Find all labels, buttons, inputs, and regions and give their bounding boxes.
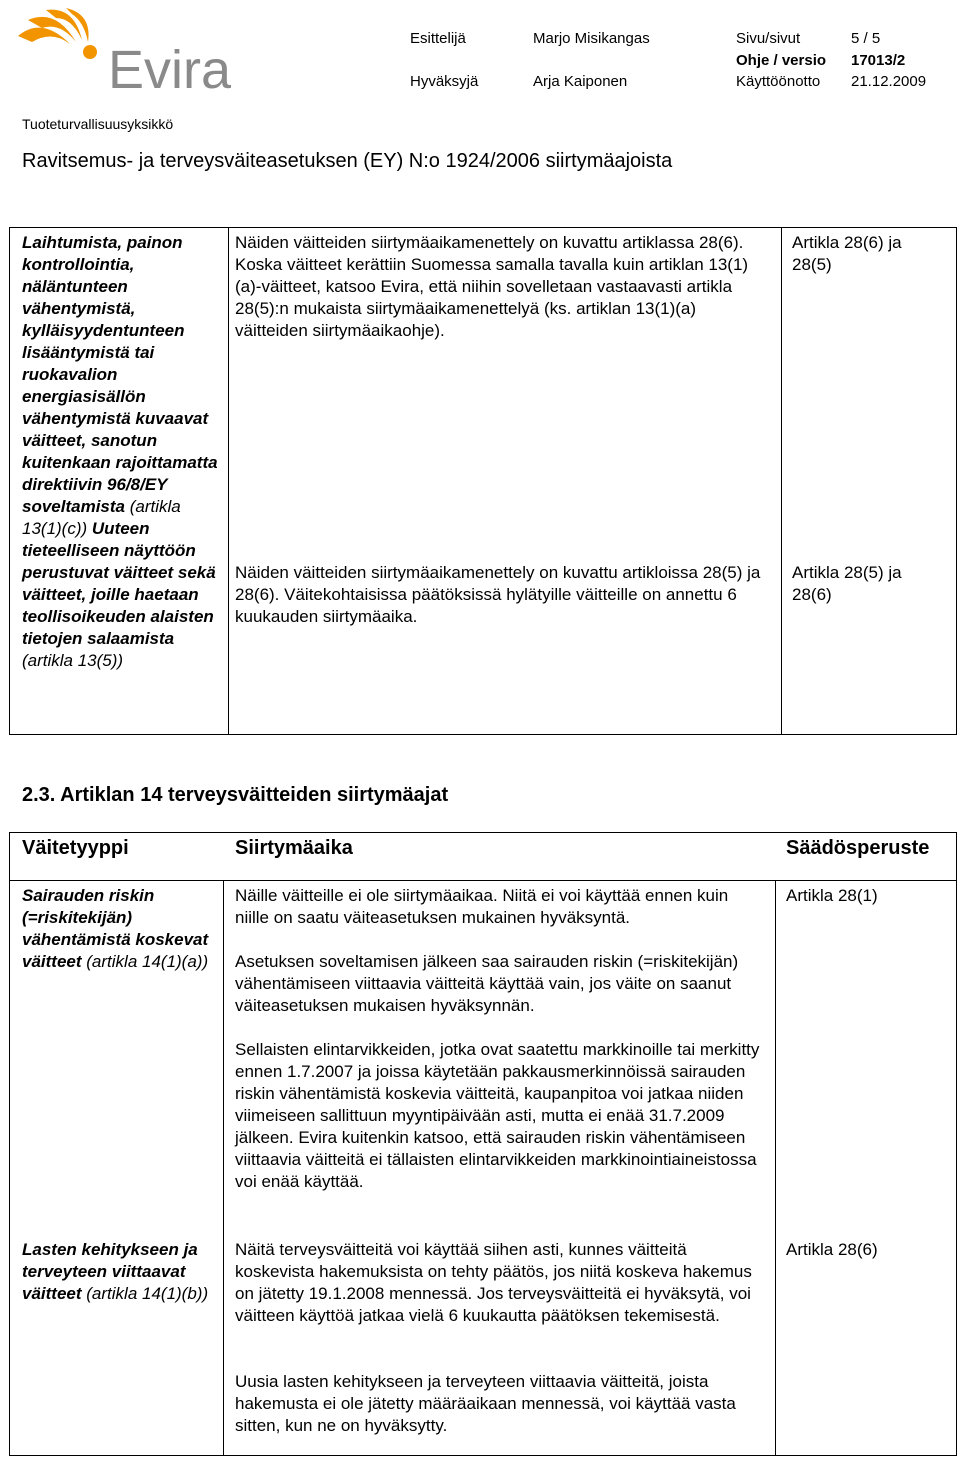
claim-type-children [22,1239,217,1305]
claim-type-cell [22,232,222,672]
sun-icon [18,8,97,59]
approver-name: Arja Kaiponen [533,73,628,90]
deploy-label: Käyttöönotto [736,73,821,90]
page-label: Sivu/sivut [736,30,801,47]
risk-transition-p3: Sellaisten elintarvikkeiden, jotka ovat saatettu markkinoille tai merkitty ennen 1.7.2007 ja joissa käytetään pakkausmerkinnöissä sairauden riskin vähentämistä koskevia väitteitä, kaupanpitoa voi jatkaa niiden viimeiseen sallittuun myyntipäivään asti, mutta ei enää 31.7.2009 jälkeen. Evira kuitenkin katsoo, että sairauden riskin vähentämiseen viittaavia väitteitä ei tällaisten elintarvikkeiden markkinointiaineistossa voi enää käyttää. [235,1040,760,1191]
children-legal-basis: Artikla 28(6) [786,1240,878,1259]
page-value: 5 / 5 [851,30,881,47]
claim-type-risk-label: Sairauden riskin (=riskitekijän) vähentämistä koskevat väitteet [22,886,209,971]
children-transition-p2: Uusia lasten kehitykseen ja terveyteen viittaavia väitteitä, joista hakemusta ei ole jätetty määräaikaan mennessä, voi käyttää vasta sitten, kun ne on hyväksytty. [235,1372,736,1435]
transition-text-1: Näiden väitteiden siirtymäaikamenettely on kuvattu artiklassa 28(6). Koska väitteet kerättiin Suomessa samalla tavalla kuin artiklan 13(1)(a)-väitteet, katsoo Evira, että niihin sovelletaan vastaavasti artikla 28(5):n mukaista siirtymäaikamenettelyä (ks. artiklan 13(1)(a) väitteiden siirtymäaikaohje). [235,233,749,340]
column-divider [223,881,224,1455]
presenter-label: Esittelijä [410,30,466,47]
transition-text-2: Näiden väitteiden siirtymäaikamenettely on kuvattu artikloissa 28(5) ja 28(6). Väitekohtaisissa päätöksissä hylätyille väitteille on annettu 6 kuukauden siirtymäaika. [235,563,761,626]
legal-basis-1: Artikla 28(6) ja 28(5) [792,233,902,274]
evira-logo [12,6,262,102]
logo-text: Evira [108,40,232,100]
claim-type-new-evidence-ref: (artikla 13(5)) [22,651,124,670]
risk-transition-p2: Asetuksen soveltamisen jälkeen saa sairauden riskin (=riskitekijän) vähentämiseen viittaavia väitteitä käyttää vain, jos väite on saanut väiteasetuksen mukaisen hyväksynnän. [235,952,739,1015]
transition-table-13 [9,227,957,735]
claim-type-weight: Laihtumista, painon kontrollointia, näläntunteen vähentymistä, kylläisyydentunteen lisääntymistä tai ruokavalion energiasisällön vähentymistä kuvaavat väitteet, sanotun kuitenkaan rajoittamatta direktiivin 96/8/EY soveltamista [22,233,218,516]
claim-type-new-evidence: Uuteen tieteelliseen näyttöön perustuvat väitteet sekä väitteet, joille haetaan teollisoikeuden alaisten tietojen salaamista [22,519,216,648]
claim-type-children-ref: (artikla 14(1)(b)) [86,1284,209,1303]
column-divider [775,881,776,1455]
header-transition: Siirtymäaika [235,837,353,859]
section-heading: 2.3. Artiklan 14 terveysväitteiden siirtymäajat [22,784,449,806]
children-transition-p1: Näitä terveysväitteitä voi käyttää siihen asti, kunnes väitteitä koskevista hakemuksista on tehty päätös, jos niitä koskeva hakemus on jätetty 19.1.2008 mennessä. Jos terveysväitteitä ei hyväksytä, voi väitteen käyttöä jatkaa vielä 6 kuukautta päätöksen tekemisestä. [235,1240,752,1325]
header-claim-type: Väitetyyppi [22,837,129,859]
column-divider [228,228,229,734]
deploy-date: 21.12.2009 [851,73,927,90]
column-divider [781,228,782,734]
unit-name: Tuoteturvallisuusyksikkö [22,116,174,132]
claim-type-weight-ref: (artikla 13(1)(c)) [22,497,181,538]
version-label: Ohje / versio [736,52,827,69]
approver-label: Hyväksyjä [410,73,479,90]
risk-transition-p1: Näille väitteille ei ole siirtymäaikaa. Niitä ei voi käyttää ennen kuin niille on saatu väiteasetuksen mukainen hyväksyntä. [235,886,729,927]
presenter-name: Marjo Misikangas [533,30,650,47]
document-title: Ravitsemus- ja terveysväiteasetuksen (EY) N:o 1924/2006 siirtymäajoista [22,150,673,172]
transition-table-14 [9,832,957,1456]
legal-basis-2: Artikla 28(5) ja 28(6) [792,563,902,604]
risk-legal-basis: Artikla 28(1) [786,886,878,905]
claim-type-children-label: Lasten kehitykseen ja terveyteen viittaavat väitteet [22,1240,198,1303]
claim-type-risk-ref: (artikla 14(1)(a)) [86,952,209,971]
header-legal-basis: Säädösperuste [786,837,930,859]
header-divider [10,880,956,881]
claim-type-risk [22,885,217,973]
version-value: 17013/2 [851,52,906,69]
